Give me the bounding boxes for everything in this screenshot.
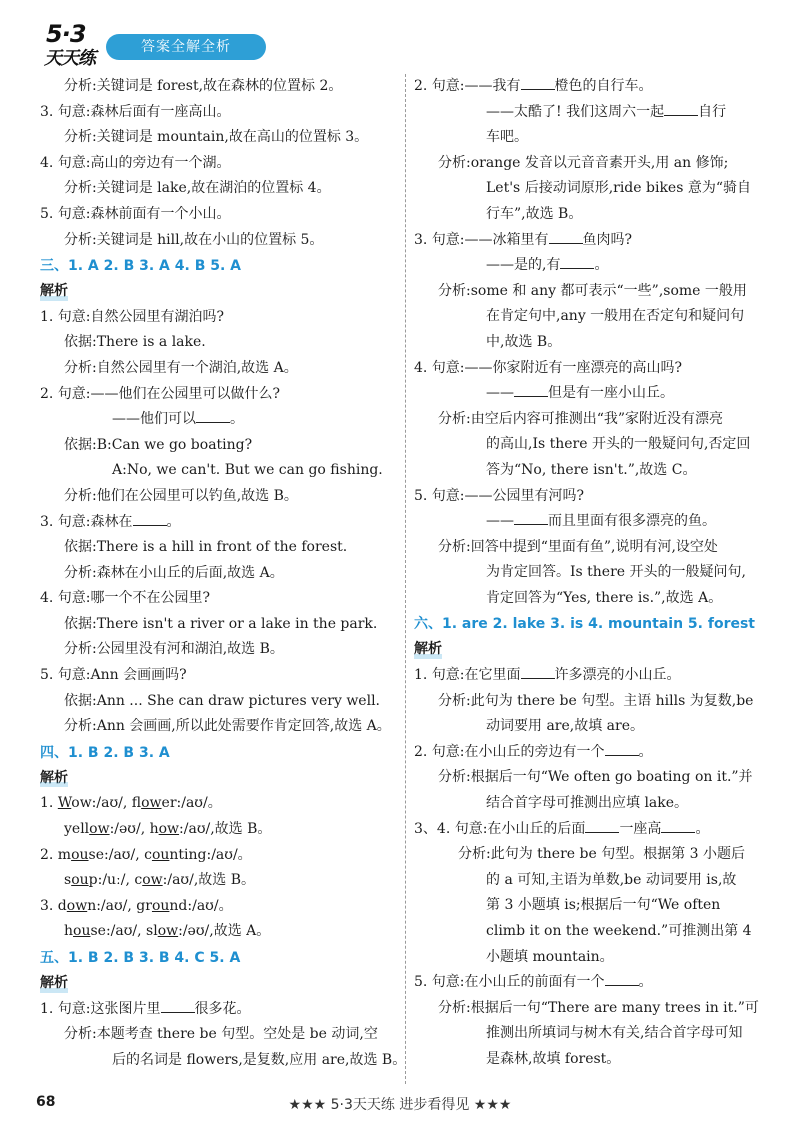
text-line: 4. 句意:哪一个不在公园里? [40, 590, 211, 607]
line-text: 。 [230, 411, 244, 428]
question-line [414, 663, 768, 689]
line-text: 而且里面有很多漂亮的鱼。 [548, 513, 716, 530]
answer-blank [514, 510, 548, 525]
text-line: 分析:关键词是 lake,故在湖泊的位置标 4。 [64, 180, 331, 197]
question-line [40, 510, 398, 536]
line-text: :/əʊ/, h [109, 821, 159, 838]
text-line: 的高山,Is there 开头的一般疑问句,否定回 [486, 436, 751, 453]
line-text: 。 [638, 974, 653, 991]
line-text: 1. [40, 795, 58, 812]
text-line: 后的名词是 flowers,是复数,应用 are,故选 B。 [112, 1051, 407, 1068]
line-text: 鱼肉吗? [582, 231, 633, 248]
left-column [40, 74, 407, 1073]
line-text: 1. 句意:这张图片里 [40, 1000, 161, 1017]
logo-subtitle: 天天练 [44, 48, 95, 69]
line-text: 3. d [40, 897, 67, 914]
line-text: er:/aʊ/。 [161, 795, 222, 812]
answer-key-line: 四、1. B 2. B 3. A [40, 744, 170, 761]
text-line: 在肯定句中,any 一般用在否定句和疑问句 [486, 308, 745, 325]
book-logo [40, 20, 102, 69]
question-line [414, 253, 768, 279]
line-text: n:/aʊ/, gr [87, 897, 152, 914]
analysis-heading: 解析 [40, 766, 68, 792]
text-line: A:No, we can't. But we can go fishing. [112, 462, 383, 479]
line-text: nting:/aʊ/。 [169, 846, 252, 863]
answer-blank [560, 254, 594, 269]
line-text: p:/uː/, c [88, 872, 143, 889]
question-line [414, 970, 768, 996]
question-line [414, 817, 768, 843]
text-line: 车吧。 [486, 129, 528, 146]
line-text: 很多花。 [194, 1000, 251, 1017]
text-line: 依据:Ann ... She can draw pictures very well. [64, 692, 380, 709]
line-text: 3. 句意:森林在 [40, 513, 133, 530]
question-line [414, 381, 768, 407]
underlined-letters: ou [71, 872, 89, 889]
phonics-line [40, 868, 398, 894]
text-line: 依据:There isn't a river or a lake in the park. [64, 615, 378, 632]
analysis-heading: 解析 [414, 637, 442, 663]
line-text: 自行 [698, 103, 727, 120]
question-line [414, 228, 768, 254]
section-title-badge: 答案全解全析 [106, 34, 266, 60]
text-line: 第 3 小题填 is;根据后一句“We often [486, 897, 721, 914]
text-line: 的 a 可知,主语为单数,be 动词要用 is,故 [486, 871, 737, 888]
text-line: Let's 后接动词原形,ride bikes 意为“骑自 [486, 180, 752, 197]
line-text: se:/aʊ/, sl [90, 923, 158, 940]
analysis-heading: 解析 [40, 971, 68, 997]
analysis-heading: 解析 [40, 279, 68, 305]
line-text: —— [486, 385, 514, 402]
analysis-heading-line [40, 279, 398, 305]
text-line: 肯定回答为“Yes, there is.”,故选 A。 [486, 589, 723, 606]
text-line: 小题填 mountain。 [486, 948, 614, 965]
text-line: 分析:根据后一句“There are many trees in it.”可 [438, 999, 759, 1016]
answer-key-line: 五、1. B 2. B 3. B 4. C 5. A [40, 950, 241, 966]
line-text: 许多漂亮的小山丘。 [554, 667, 681, 684]
underlined-letters: ow [141, 795, 162, 812]
line-text: ——太酷了! 我们这周六一起 [486, 103, 665, 120]
line-text: 。 [638, 743, 653, 760]
logo-number: 5·3 [46, 20, 86, 48]
phonics-line [40, 919, 398, 945]
underlined-letters: ow [89, 821, 110, 838]
text-line: 分析:关键词是 hill,故在小山的位置标 5。 [64, 231, 324, 248]
underlined-letters: ow [158, 821, 180, 838]
text-line: 分析:自然公园里有一个湖泊,故选 A。 [64, 359, 298, 376]
page-footer [0, 1090, 800, 1114]
answer-blank [549, 229, 583, 244]
answer-blank [664, 101, 698, 116]
line-text: se:/aʊ/, c [88, 846, 152, 863]
analysis-heading-line [414, 637, 768, 663]
underlined-letters: ou [71, 846, 89, 863]
line-text: ——是的,有 [486, 257, 561, 274]
text-line: 是森林,故填 forest。 [486, 1050, 621, 1067]
question-line [40, 407, 398, 433]
underlined-letters: ou [73, 923, 91, 940]
text-line: 分析:森林在小山丘的后面,故选 A。 [64, 564, 284, 581]
question-line [414, 100, 768, 126]
answer-blank [521, 664, 555, 679]
text-line: 结合首字母可推测出应填 lake。 [486, 795, 689, 812]
line-text: 一座高 [619, 820, 662, 837]
line-text: s [64, 872, 72, 889]
column-divider [405, 74, 406, 1084]
text-line: 分析:回答中提到“里面有鱼”,说明有河,设空处 [438, 538, 718, 555]
line-text: 2. 句意:——我有 [414, 78, 521, 94]
text-line: 分析:根据后一句“We often go boating on it.”并 [438, 769, 753, 786]
line-text: 2. 句意:在小山丘的旁边有一个 [414, 743, 605, 760]
text-line: 分析:orange 发音以元音音素开头,用 an 修饰; [438, 154, 729, 171]
answer-key-line: 三、1. A 2. B 3. A 4. B 5. A [40, 258, 242, 275]
answer-blank [521, 75, 555, 90]
text-line: 中,故选 B。 [486, 333, 562, 350]
text-line: climb it on the weekend.”可推测出第 4 [486, 923, 752, 939]
line-text: :/aʊ/,故选 B。 [162, 872, 256, 889]
line-text: 1. 句意:在它里面 [414, 667, 521, 684]
text-line: 依据:There is a hill in front of the forest. [64, 539, 348, 556]
text-line: 5. 句意:森林前面有一个小山。 [40, 205, 231, 222]
line-text: 5. 句意:在小山丘的前面有一个 [414, 974, 605, 991]
answer-key-line: 六、1. are 2. lake 3. is 4. mountain 5. forest [414, 616, 755, 633]
underlined-letters: ou [151, 846, 170, 863]
text-line: 分析:公园里没有河和湖泊,故选 B。 [64, 641, 284, 658]
question-line [414, 740, 768, 766]
line-text: :/aʊ/,故选 B。 [179, 821, 272, 838]
line-text: nd:/aʊ/。 [169, 897, 233, 914]
text-line: 分析:由空后内容可推测出“我”家附近没有漂亮 [438, 410, 724, 427]
text-line: 依据:B:Can we go boating? [64, 436, 253, 453]
text-line: 推测出所填词与树木有关,结合首字母可知 [486, 1025, 743, 1042]
answer-blank [605, 741, 639, 756]
answer-blank [585, 818, 619, 833]
text-line: 分析:他们在公园里可以钓鱼,故选 B。 [64, 487, 298, 504]
text-line: 分析:some 和 any 都可表示“一些”,some 一般用 [438, 282, 747, 299]
line-text: :/əʊ/,故选 A。 [178, 923, 271, 940]
line-text: 但是有一座小山丘。 [548, 385, 674, 402]
line-text: 2. m [40, 846, 72, 863]
phonics-line [40, 843, 398, 869]
text-line: 分析:此句为 there be 句型。主语 hills 为复数,be [438, 692, 754, 709]
text-line: 4. 句意:高山的旁边有一个湖。 [40, 154, 231, 171]
text-line: 2. 句意:——他们在公园里可以做什么? [40, 385, 281, 402]
line-text: 。 [594, 257, 609, 274]
text-line: 分析:此句为 there be 句型。根据第 3 小题后 [458, 846, 746, 863]
text-line: 为肯定回答。Is there 开头的一般疑问句, [486, 564, 746, 581]
answer-blank [514, 382, 548, 397]
text-line: 依据:There is a lake. [64, 334, 206, 351]
line-text: 。 [166, 513, 181, 530]
text-line: 分析:关键词是 mountain,故在高山的位置标 3。 [64, 129, 369, 146]
text-line: 行车”,故选 B。 [486, 205, 583, 222]
answer-blank [196, 408, 230, 423]
underlined-letters: W [57, 795, 72, 812]
page-number: 68 [36, 1094, 56, 1110]
line-text: ow:/aʊ/, fl [71, 795, 142, 812]
underlined-letters: ow [157, 923, 179, 940]
text-line: 答为“No, there isn't.”,故选 C。 [486, 461, 697, 478]
phonics-line [40, 817, 398, 843]
text-line: 3. 句意:森林后面有一座高山。 [40, 103, 231, 120]
line-text: —— [486, 513, 514, 530]
line-text: 3. 句意:——冰箱里有 [414, 231, 549, 248]
text-line: 分析:关键词是 forest,故在森林的位置标 2。 [64, 78, 343, 94]
line-text: h [64, 923, 74, 940]
answer-blank [161, 998, 195, 1013]
right-column [414, 74, 768, 1073]
phonics-line [40, 894, 398, 920]
text-line: 5. 句意:——公园里有河吗? [414, 487, 585, 504]
line-text: 。 [695, 820, 710, 837]
line-text: yell [64, 821, 90, 838]
text-line: 动词要用 are,故填 are。 [486, 718, 644, 735]
analysis-heading-line [40, 766, 398, 792]
phonics-line [40, 791, 398, 817]
question-line [414, 74, 768, 100]
underlined-letters: ow [66, 897, 88, 914]
underlined-letters: ow [142, 872, 163, 889]
text-line: 分析:Ann 会画画,所以此处需要作肯定回答,故选 A。 [64, 718, 391, 735]
underlined-letters: ou [151, 897, 170, 914]
answer-blank [661, 818, 695, 833]
answer-blank [605, 971, 639, 986]
text-line: 1. 句意:自然公园里有湖泊吗? [40, 308, 225, 325]
footer-slogan: ★★★ 5·3天天练 进步看得见 ★★★ [288, 1097, 512, 1113]
analysis-heading-line [40, 971, 398, 997]
question-line [40, 997, 398, 1023]
page-header [40, 20, 300, 69]
line-text: 3、4. 句意:在小山丘的后面 [414, 820, 586, 837]
line-text: 橙色的自行车。 [554, 78, 653, 94]
text-line: 分析:本题考查 there be 句型。空处是 be 动词,空 [64, 1026, 378, 1043]
line-text: ——他们可以 [112, 411, 196, 428]
question-line [414, 509, 768, 535]
answer-blank [133, 511, 167, 526]
text-line: 5. 句意:Ann 会画画吗? [40, 667, 187, 684]
text-line: 4. 句意:——你家附近有一座漂亮的高山吗? [414, 359, 683, 376]
